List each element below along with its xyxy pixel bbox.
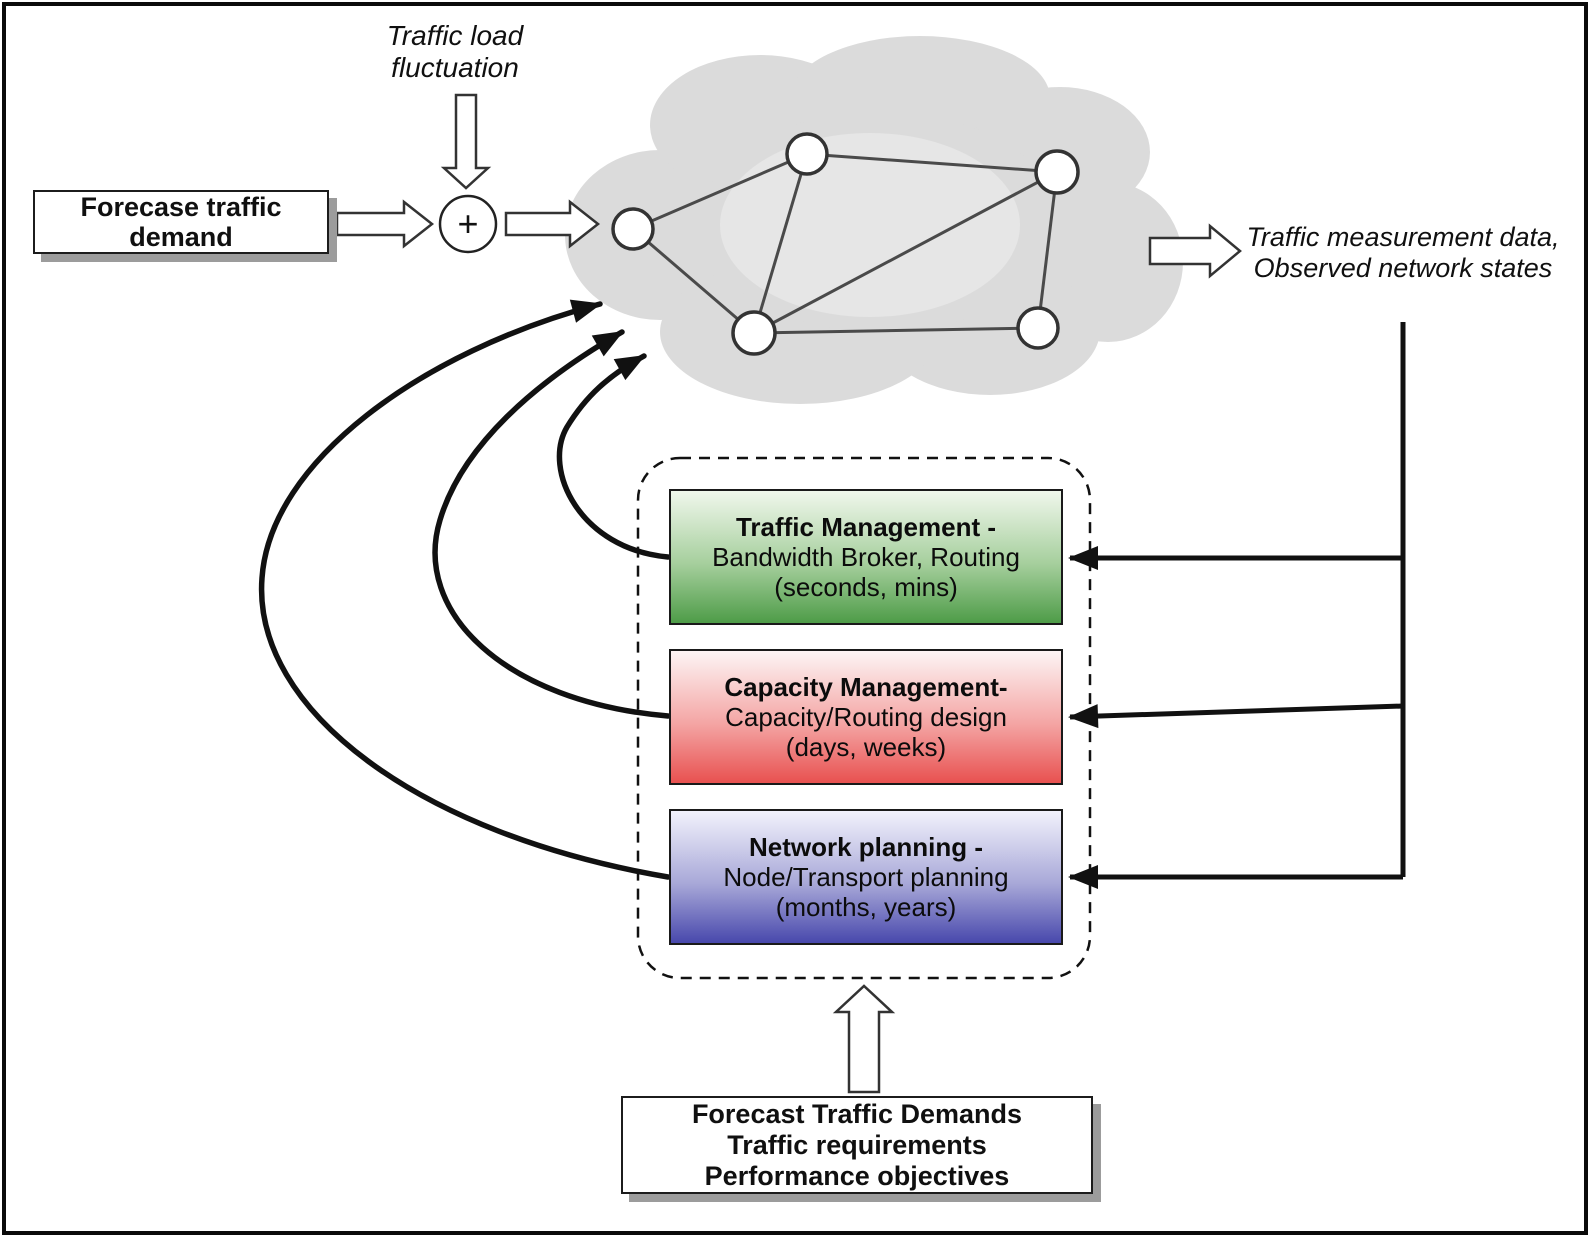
network-planning-line2: Node/Transport planning [723, 862, 1009, 892]
block-arrow-up-icon [836, 986, 892, 1092]
cloud-inner-highlight [720, 133, 1020, 317]
capacity-management-title: Capacity Management- [724, 672, 1008, 702]
curve-planning-to-cloud [262, 304, 668, 877]
measurement-line2: Observed network states [1253, 253, 1553, 283]
traffic-load-label [330, 20, 580, 84]
traffic-load-line2: fluctuation [391, 52, 519, 83]
traffic-management-title: Traffic Management - [735, 512, 997, 542]
network-node [613, 209, 653, 249]
plus-symbol: + [457, 203, 479, 244]
forecast-objectives-box [621, 1096, 1093, 1194]
traffic-management-line2: Bandwidth Broker, Routing [712, 542, 1020, 572]
forecast-box-line2: demand [129, 222, 233, 252]
curve-capacity-to-cloud [435, 332, 668, 716]
network-planning-box [669, 809, 1063, 945]
traffic-load-line1: Traffic load [386, 20, 524, 51]
forecast-box-line1: Forecase traffic [80, 192, 282, 222]
traffic-management-timescale: (seconds, mins) [774, 572, 958, 602]
traffic-management-box [669, 489, 1063, 625]
network-node [1036, 151, 1078, 193]
capacity-management-box [669, 649, 1063, 785]
network-planning-title: Network planning - [749, 832, 983, 862]
curve-traffic-to-cloud [559, 356, 668, 557]
network-node [787, 134, 827, 174]
arrow-to-capacity-box [1070, 706, 1403, 717]
bottom-box-line3: Performance objectives [704, 1160, 1010, 1191]
bottom-box-line1: Forecast Traffic Demands [691, 1098, 1023, 1129]
capacity-management-timescale: (days, weeks) [785, 732, 947, 762]
forecast-traffic-demand-box [33, 190, 329, 254]
measurement-label [1240, 222, 1566, 284]
capacity-management-line2: Capacity/Routing design [725, 702, 1007, 732]
network-planning-timescale: (months, years) [775, 892, 957, 922]
block-arrow-down-icon [444, 95, 488, 188]
measurement-line1: Traffic measurement data, [1246, 222, 1560, 252]
network-node [733, 312, 775, 354]
network-node [1018, 308, 1058, 348]
block-arrow-forecast-to-adder-icon [337, 202, 432, 246]
bottom-box-line2: Traffic requirements [727, 1129, 987, 1160]
